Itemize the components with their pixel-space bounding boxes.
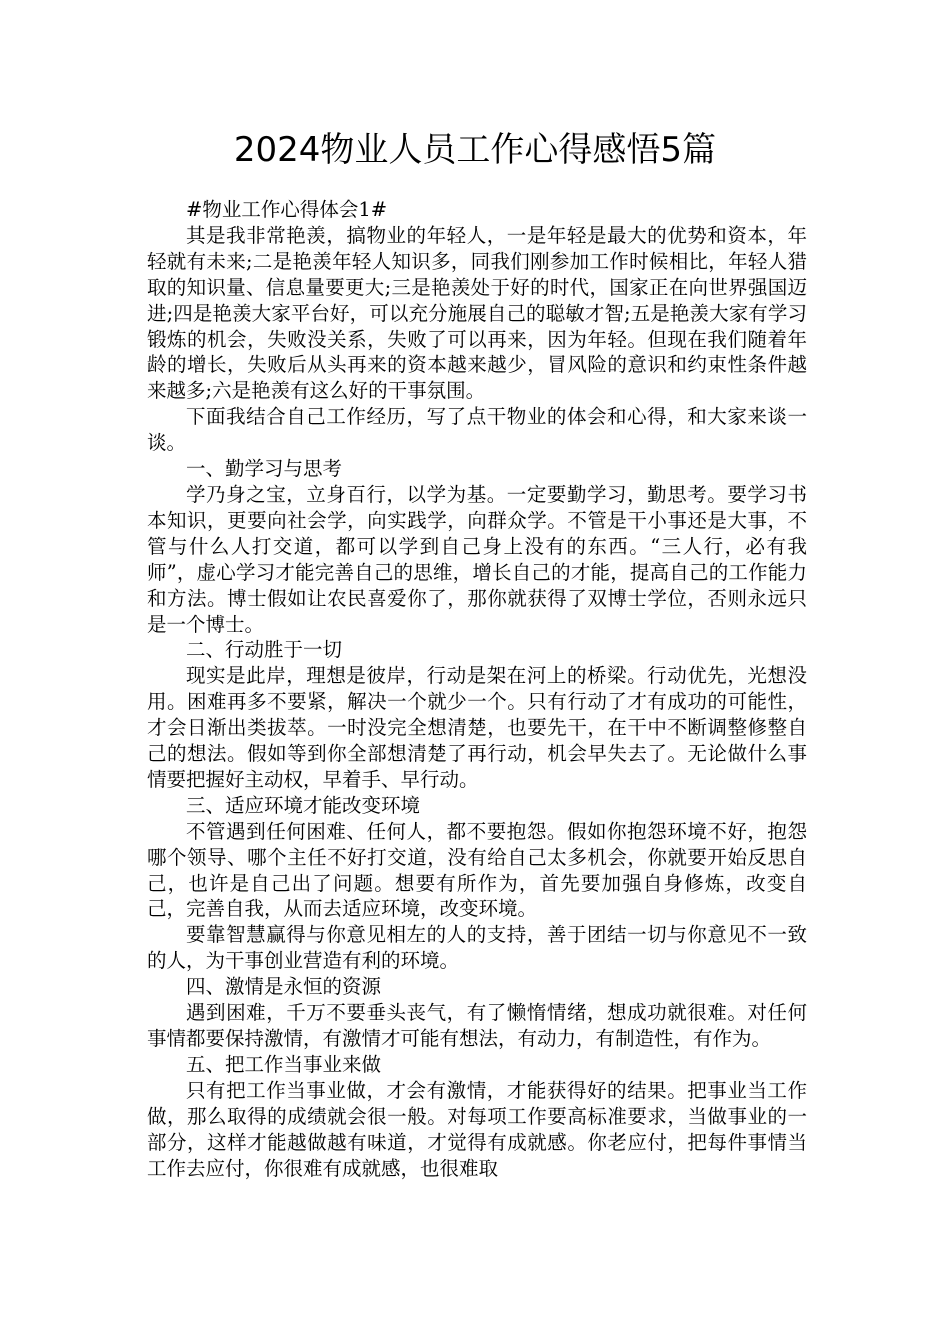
- paragraph: 现实是此岸，理想是彼岸，行动是架在河上的桥梁。行动优先，光想没用。困难再多不要紧，解决一个就少一个。只有行动了才有成功的可能性，才会日渐出类拔萃。一时没完全想清楚，也要先干，在干中不断调整修整自己的想法。假如等到你全部想清楚了再行动，机会早失去了。无论做什么事情要把握好主动权，早着手、早行动。: [147, 664, 807, 791]
- section-heading: 一、勤学习与思考: [186, 457, 343, 481]
- section-heading: 五、把工作当事业来做: [186, 1052, 382, 1076]
- paragraph: 只有把工作当事业做，才会有激情，才能获得好的结果。把事业当工作做，那么取得的成绩就会很一般。对每项工作要高标准要求，当做事业的一部分，这样才能越做越有味道，才觉得有成就感。你老应付，把每件事情当工作去应付，你很难有成就感，也很难取: [147, 1078, 807, 1180]
- paragraph: 其是我非常艳羡，搞物业的年轻人，一是年轻是最大的优势和资本，年轻就有未来;二是艳羡年轻人知识多，同我们刚参加工作时候相比，年轻人猎取的知识量、信息量要更大;三是艳羡处于好的时代，国家正在向世界强国迈进;四是艳羡大家平台好，可以充分施展自己的聪敏才智;五是艳羡大家有学习锻炼的机会，失败没关系，失败了可以再来，因为年轻。但现在我们随着年龄的增长，失败后从头再来的资本越来越少，冒风险的意识和约束性条件越来越多;六是艳羡有这么好的干事氛围。: [147, 223, 807, 403]
- document-body: [147, 197, 807, 1181]
- section-heading: 四、激情是永恒的资源: [186, 975, 382, 999]
- paragraph: 学乃身之宝，立身百行，以学为基。一定要勤学习，勤思考。要学习书本知识，更要向社会学，向实践学，向群众学。不管是干小事还是大事，不管与什么人打交道，都可以学到自己身上没有的东西。“三人行，必有我师”，虚心学习才能完善自己的思维，增长自己的才能，提高自己的工作能力和方法。博士假如让农民喜爱你了，那你就获得了双博士学位，否则永远只是一个博士。: [147, 482, 807, 636]
- paragraph: 要靠智慧赢得与你意见相左的人的支持，善于团结一切与你意见不一致的人，为干事创业营造有利的环境。: [147, 923, 807, 973]
- paragraph: 不管遇到任何困难、任何人，都不要抱怨。假如你抱怨环境不好，抱怨哪个领导、哪个主任不好打交道，没有给自己太多机会，你就要开始反思自己，也许是自己出了问题。想要有所作为，首先要加强自身修炼，改变自己，完善自我，从而去适应环境，改变环境。: [147, 819, 807, 921]
- section-heading: 三、适应环境才能改变环境: [186, 793, 421, 817]
- document-title: 2024物业人员工作心得感悟5篇: [233, 130, 717, 170]
- paragraph: 遇到困难，千万不要垂头丧气，有了懒惰情绪，想成功就很难。对任何事情都要保持激情，有激情才可能有想法，有动力，有制造性，有作为。: [147, 1001, 807, 1050]
- section-heading: 二、行动胜于一切: [186, 638, 343, 662]
- section-heading: #物业工作心得体会1#: [186, 198, 388, 221]
- paragraph: 下面我结合自己工作经历，写了点干物业的体会和心得，和大家来谈一谈。: [147, 405, 807, 455]
